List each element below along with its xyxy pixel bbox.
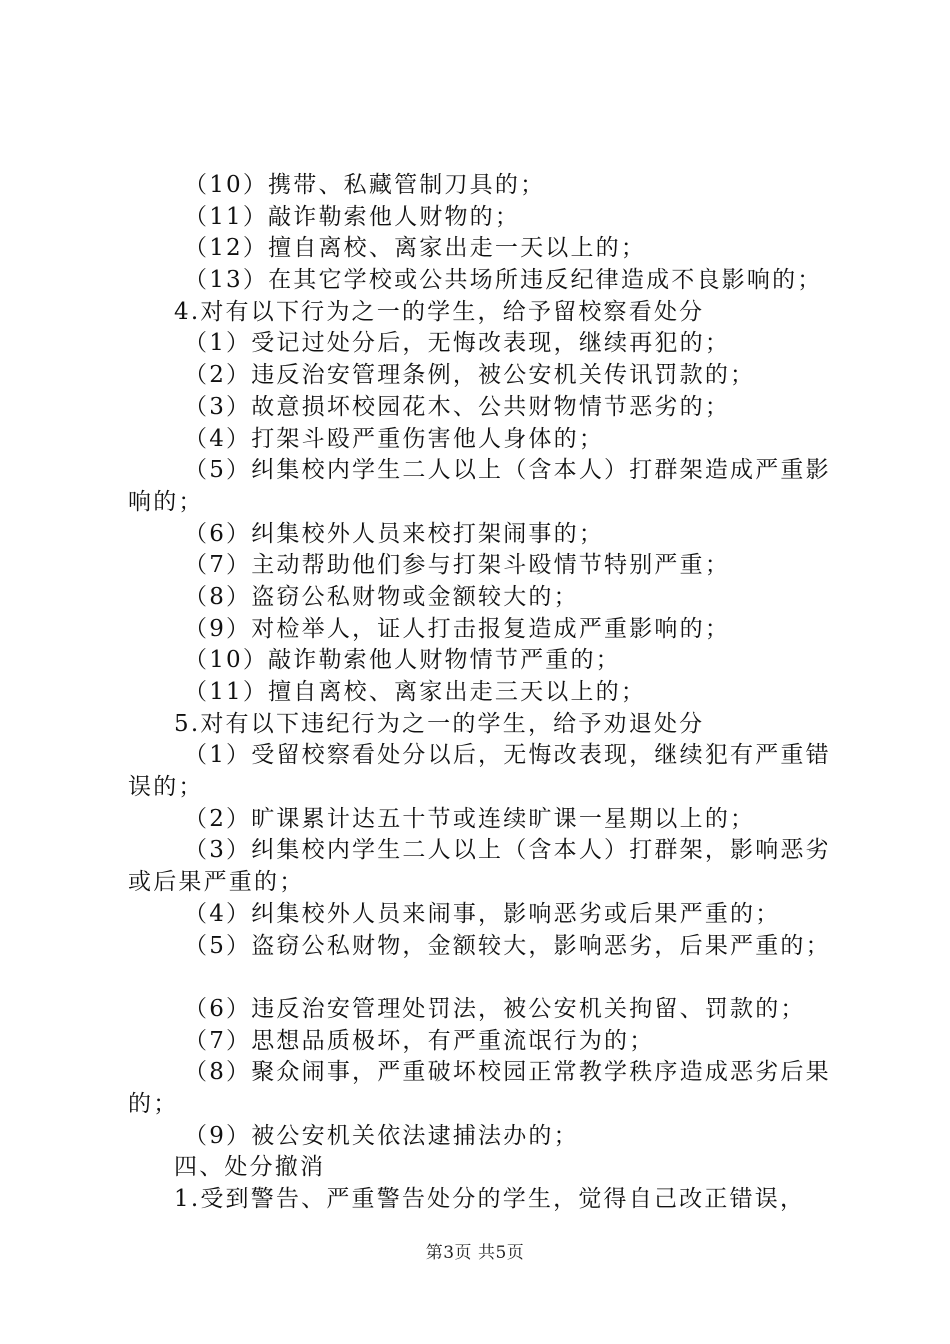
page-footer: 第3页 共5页 — [425, 1243, 525, 1263]
paragraph-line: （10）携带、私藏管制刀具的； — [184, 172, 546, 198]
section-heading-line: 1.受到警告、严重警告处分的学生，觉得自己改正错误， — [174, 1186, 806, 1212]
paragraph-line: （3）纠集校内学生二人以上（含本人）打群架，影响恶劣 — [184, 837, 831, 864]
section-heading-line: 5.对有以下违纪行为之一的学生，给予劝退处分 — [174, 710, 705, 737]
paragraph-line: （8）盗窃公私财物或金额较大的； — [184, 583, 579, 610]
paragraph-line: （2）违反治安管理条例，被公安机关传讯罚款的； — [184, 362, 756, 389]
paragraph-line: （11）擅自离校、离家出走三天以上的； — [184, 679, 647, 705]
paragraph-line: （1）受留校察看处分以后，无悔改表现，继续犯有严重错 — [184, 742, 831, 769]
paragraph-line: （10）敲诈勒索他人财物情节严重的； — [184, 647, 621, 674]
paragraph-line: （6）违反治安管理处罚法，被公安机关拘留、罚款的； — [184, 995, 806, 1022]
document-body — [128, 170, 838, 1216]
paragraph-line: （8）聚众闹事，严重破坏校园正常教学秩序造成恶劣后果 — [184, 1059, 831, 1086]
paragraph-line: （5）盗窃公私财物，金额较大，影响恶劣，后果严重的； — [184, 932, 831, 959]
paragraph-line: （12）擅自离校、离家出走一天以上的； — [184, 235, 647, 262]
paragraph-line: （4）纠集校外人员来闹事，影响恶劣或后果严重的； — [184, 900, 781, 927]
paragraph-line: （13）在其它学校或公共场所违反纪律造成不良影响的； — [184, 267, 823, 294]
section-heading-line: 4.对有以下行为之一的学生，给予留校察看处分 — [174, 298, 705, 325]
paragraph-line: 响的； — [128, 488, 204, 515]
paragraph-line: 的； — [128, 1090, 179, 1117]
paragraph-line: （9）对检举人，证人打击报复造成严重影响的； — [184, 615, 731, 642]
paragraph-line: （4）打架斗殴严重伤害他人身体的； — [184, 425, 605, 452]
paragraph-line: （1）受记过处分后，无悔改表现，继续再犯的； — [184, 330, 731, 357]
paragraph-line: （7）主动帮助他们参与打架斗殴情节特别严重； — [184, 552, 731, 579]
paragraph-line: （6）纠集校外人员来校打架闹事的； — [184, 520, 605, 547]
paragraph-line: （9）被公安机关依法逮捕法办的； — [184, 1122, 579, 1149]
paragraph-line: （7）思想品质极坏，有严重流氓行为的； — [184, 1027, 655, 1054]
paragraph-line: （2）旷课累计达五十节或连续旷课一星期以上的； — [184, 805, 756, 832]
paragraph-line: （11）敲诈勒索他人财物的； — [184, 203, 521, 230]
section-heading-line: 四、处分撤消 — [174, 1154, 326, 1181]
paragraph-line: （3）故意损坏校园花木、公共财物情节恶劣的； — [184, 393, 731, 420]
paragraph-line: 或后果严重的； — [128, 869, 305, 896]
paragraph-line: （5）纠集校内学生二人以上（含本人）打群架造成严重影 — [184, 457, 831, 484]
blank-line — [128, 962, 838, 994]
paragraph-line: 误的； — [128, 774, 204, 801]
